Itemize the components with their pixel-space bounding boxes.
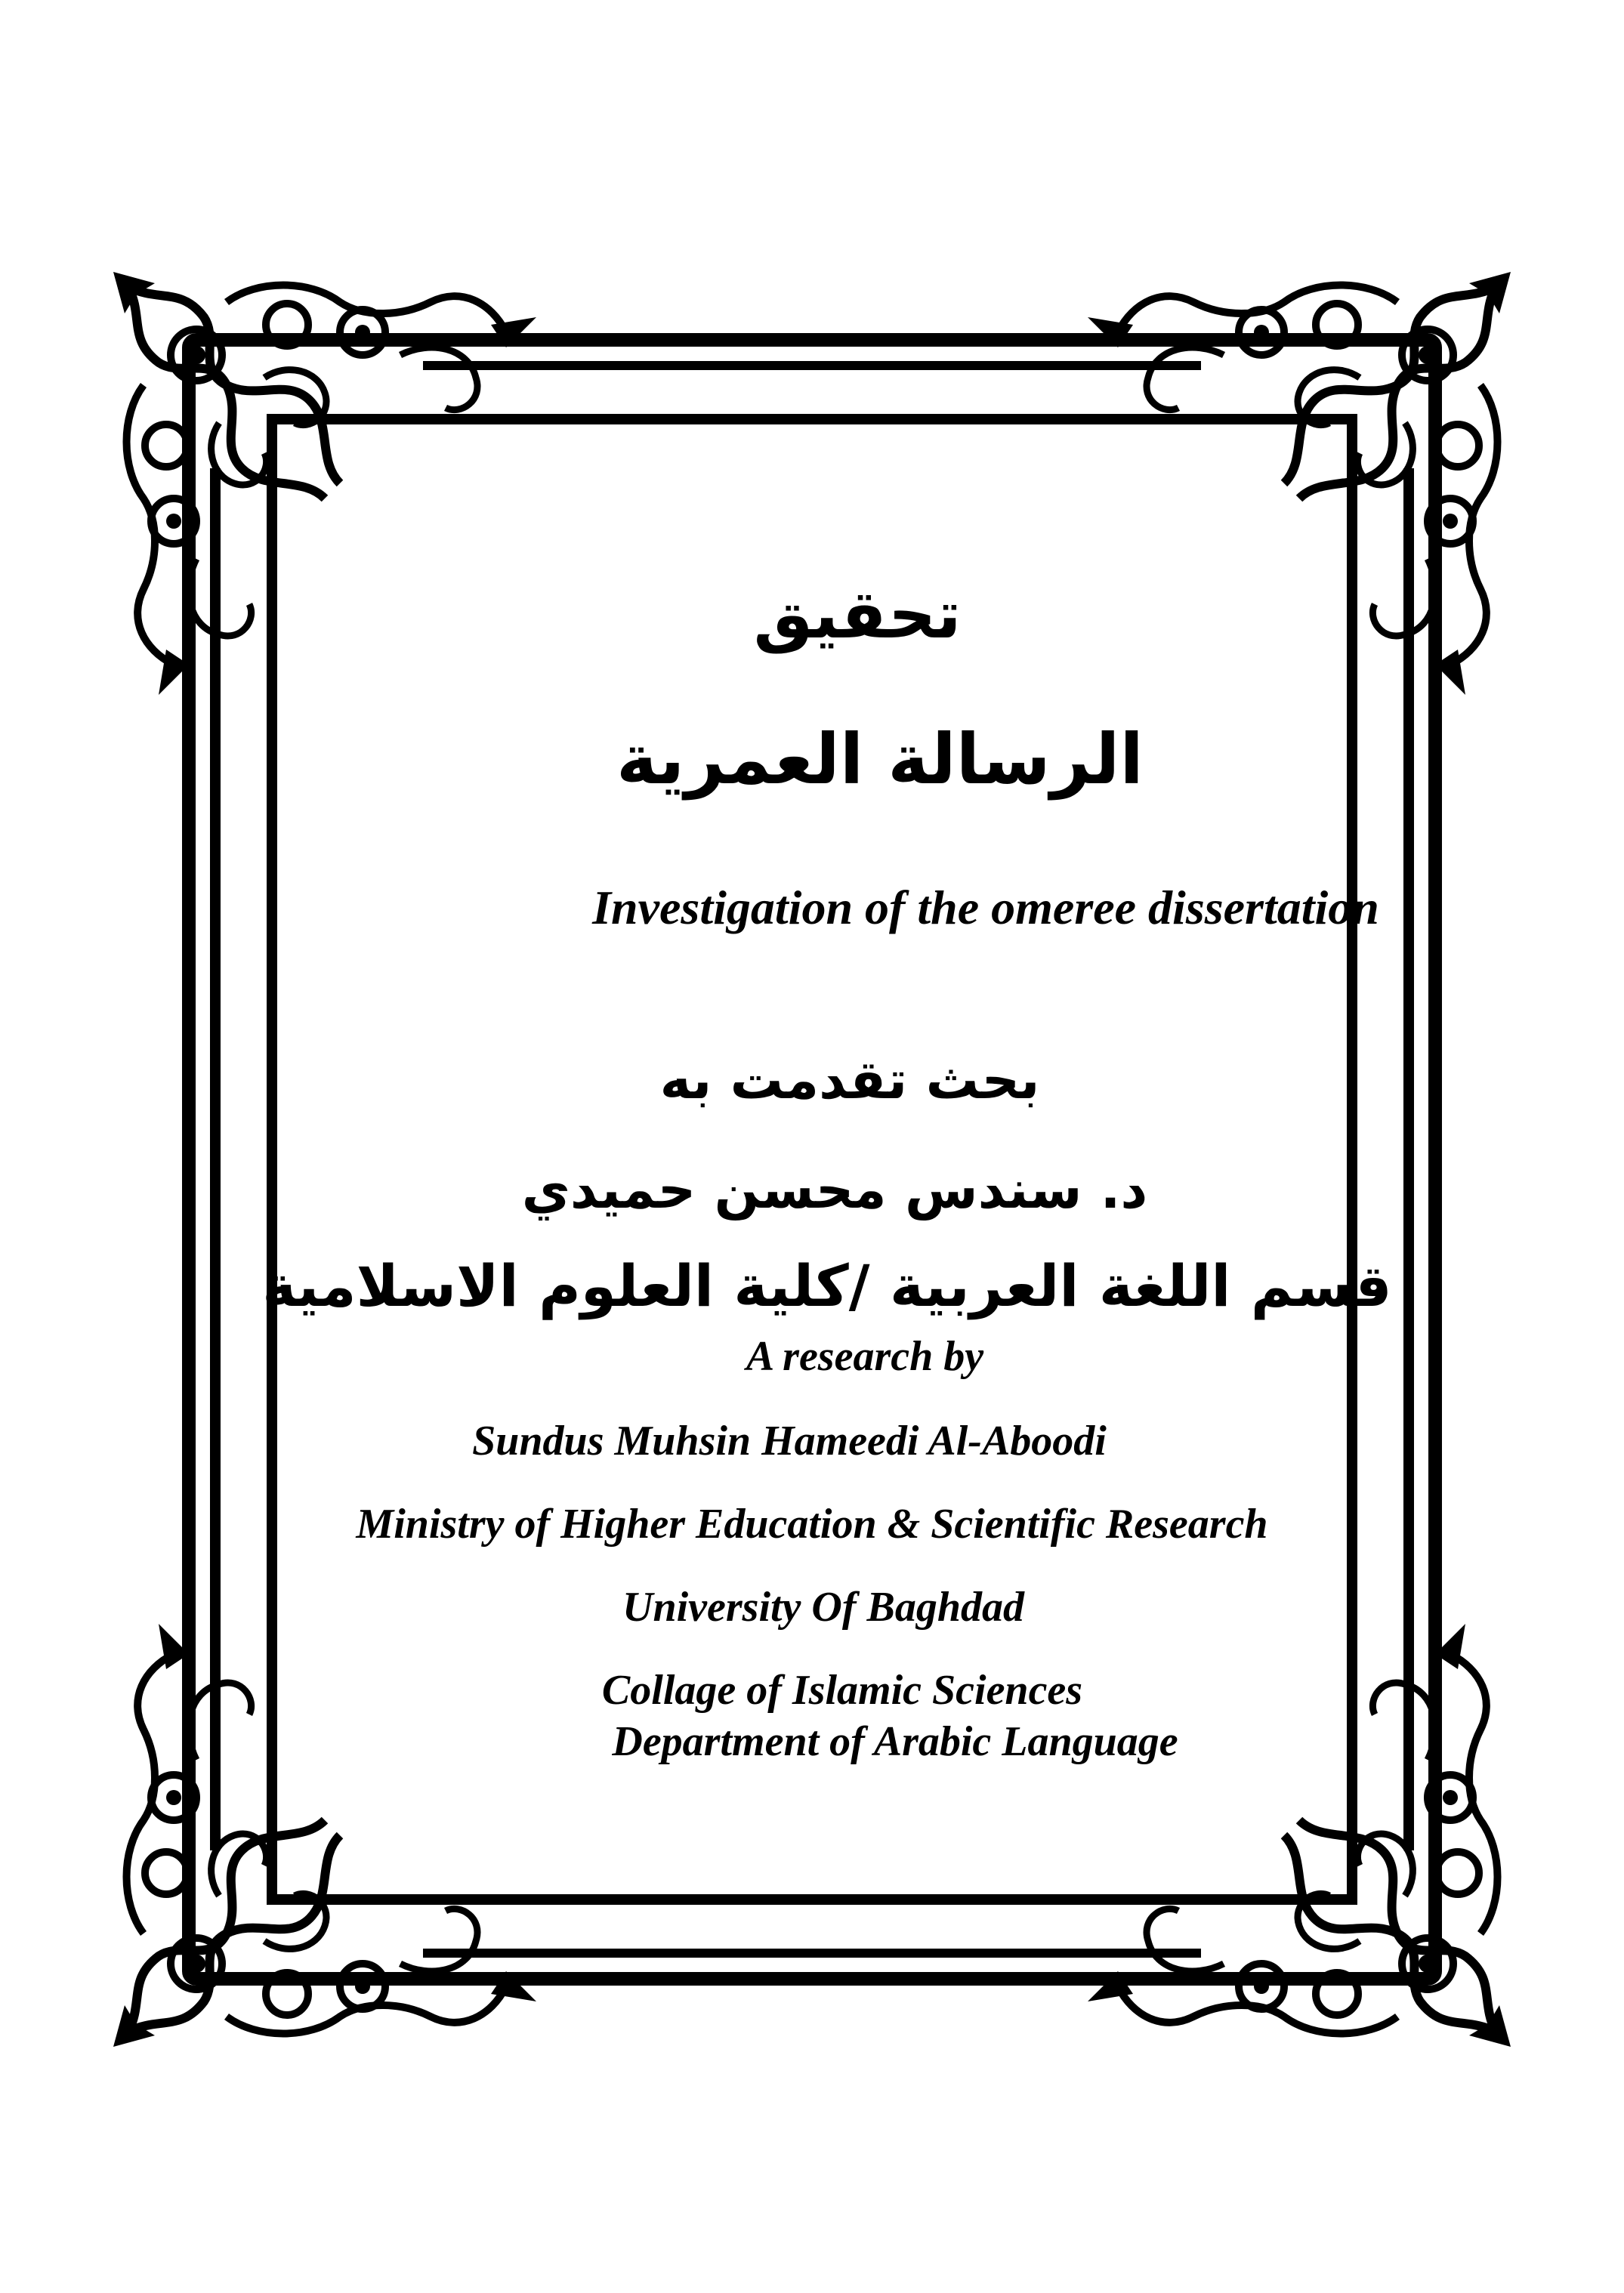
english-ministry: Ministry of Higher Education & Scientific Research [356,1501,1268,1548]
english-title: Investigation of the omeree dissertation [592,881,1379,934]
arabic-author: د. سندس محسن حميدي [521,1159,1148,1221]
arabic-submitted-by: بحث تقدمت به [659,1049,1040,1111]
english-university: University Of Baghdad [622,1584,1024,1631]
arabic-title-line1: تحقيق [753,576,962,653]
english-research-by: A research by [746,1333,984,1380]
arabic-title-line2: الرسالة العمرية [616,719,1144,800]
english-department: Department of Arabic Language [612,1718,1178,1765]
arabic-department: قسم اللغة العربية /كلية العلوم الاسلامية [262,1252,1392,1319]
english-college: Collage of Islamic Sciences [601,1667,1083,1714]
english-author: Sundus Muhsin Hameedi Al-Aboodi [472,1418,1107,1464]
